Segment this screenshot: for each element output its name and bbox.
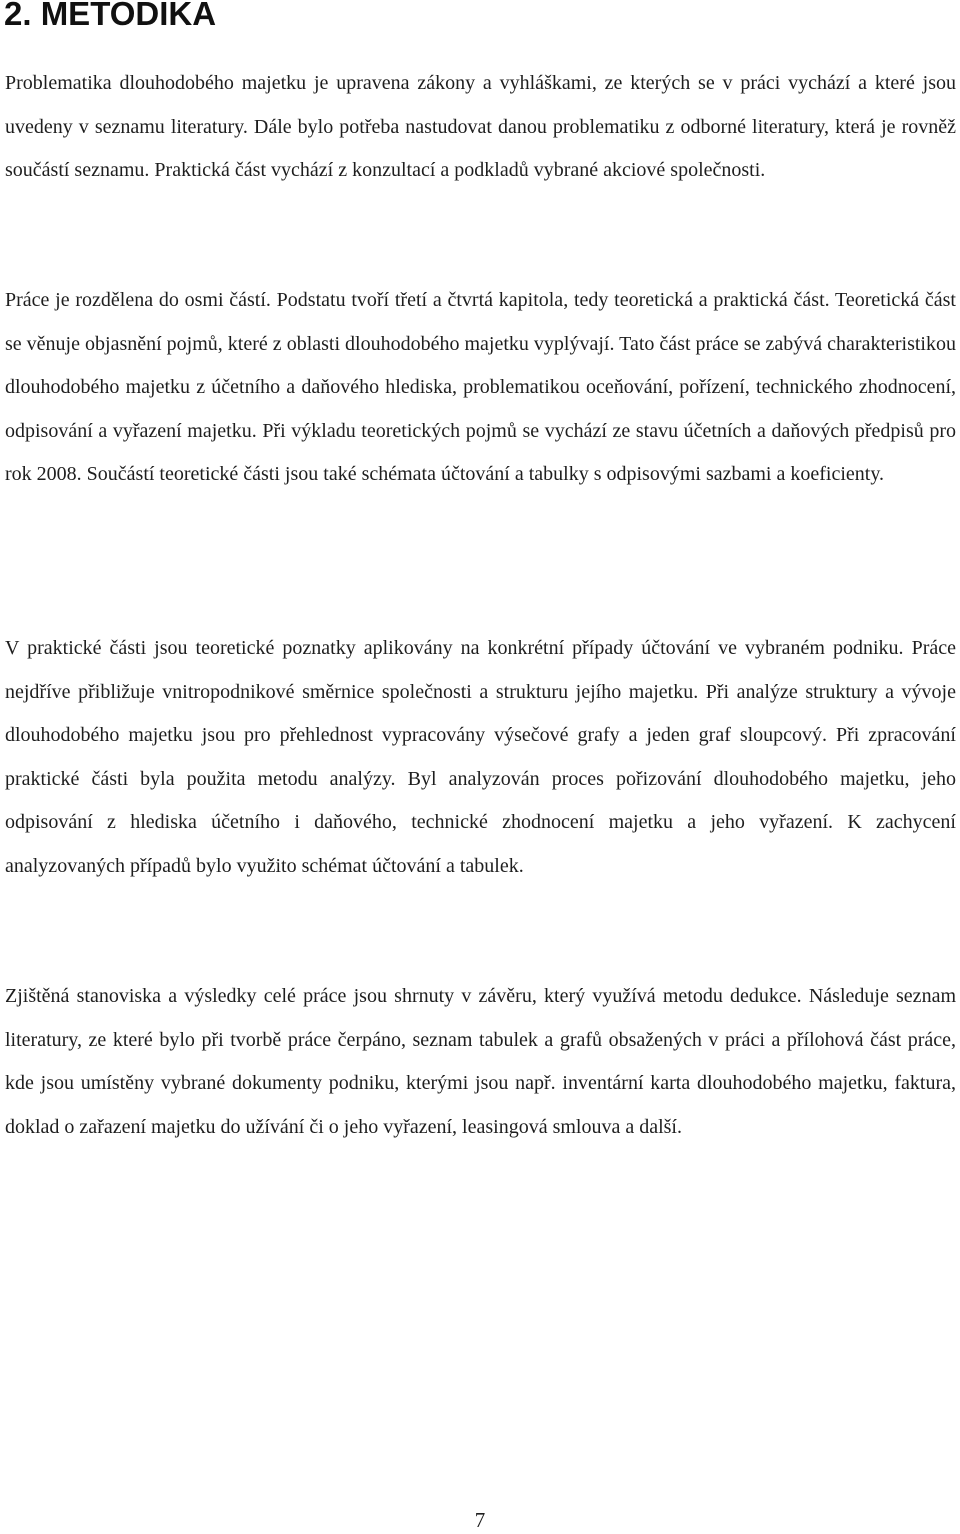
page-number: 7 bbox=[474, 1508, 486, 1532]
paragraph-conclusion: Zjištěná stanoviska a výsledky celé práce jsou shrnuty v závěru, který využívá metodu dedukce. Následuje seznam literatury, ze které bylo při tvorbě práce čerpáno, seznam tabulek a grafů obsažených v práci a přílohová část práce, kde jsou umístěny vybrané dokumenty podniku, kterými jsou např. inventární karta dlouhodobého majetku, faktura, doklad o zařazení majetku do užívání či o jeho vyřazení, leasingová smlouva a další. bbox=[5, 985, 956, 1138]
paragraph-structure: Práce je rozdělena do osmi částí. Podstatu tvoří třetí a čtvrtá kapitola, tedy teoretická a praktická část. Teoretická část se věnuje objasnění pojmů, které z oblasti dlouhodobého majetku vyplývají. Tato část práce se zabývá charakteristikou dlouhodobého majetku z účetního a daňového hlediska, problematikou oceňování, pořízení, technického zhodnocení, odpisování a vyřazení majetku. Při výkladu teoretických pojmů se vychází ze stavu účetních a daňových předpisů pro rok 2008. Součástí teoretické části jsou také schémata účtování a tabulky s odpisovými sazbami a koeficienty. bbox=[5, 289, 956, 485]
paragraph-sources: Problematika dlouhodobého majetku je upravena zákony a vyhláškami, ze kterých se v práci vychází a které jsou uvedeny v seznamu literatury. Dále bylo potřeba nastudovat danou problematiku z odborné literatury, která je rovněž součástí seznamu. Praktická část vychází z konzultací a podkladů vybrané akciové společnosti. bbox=[5, 72, 956, 181]
paragraph-practical-part: V praktické části jsou teoretické poznatky aplikovány na konkrétní případy účtování ve vybraném podniku. Práce nejdříve přibližuje vnitropodnikové směrnice společnosti a strukturu jejího majetku. Při analýze struktury a vývoje dlouhodobého majetku jsou pro přehlednost vypracovány výsečové grafy a jeden graf sloupcový. Při zpracování praktické části byla použita metodu analýzy. Byl analyzován proces pořizování dlouhodobého majetku, jeho odpisování z hlediska účetního i daňového, technické zhodnocení majetku a jeho vyřazení. K zachycení analyzovaných případů bylo využito schémat účtování a tabulek. bbox=[5, 637, 956, 877]
section-heading: 2. METODIKA bbox=[4, 0, 217, 32]
